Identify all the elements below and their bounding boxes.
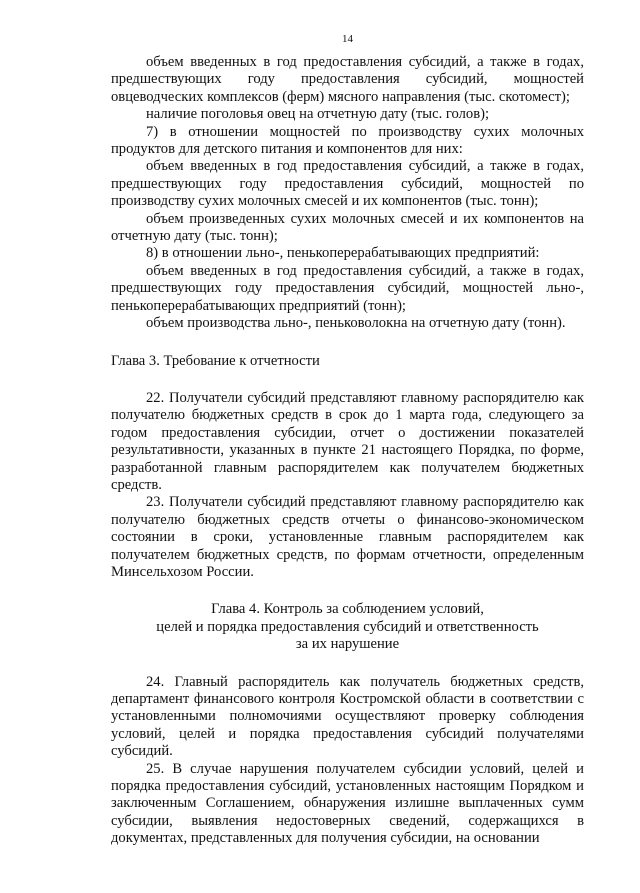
chapter-4-heading bbox=[111, 601, 584, 653]
paragraph: наличие поголовья овец на отчетную дату (тыс. голов); bbox=[146, 106, 489, 123]
paragraph-25: 25. В случае нарушения получателем субсидии условий, целей и порядка предоставления субсидий, установленных настоящим Порядком и заключенным Соглашением, обнаружения излишне выплаченных сумм субсидии, выявления недостоверных сведений, содержащихся в документах, представленных для получения субсидии, на основании bbox=[111, 760, 584, 847]
paragraph: 7) в отношении мощностей по производству сухих молочных продуктов для детского питания и компонентов для них: bbox=[111, 123, 584, 158]
paragraph-23: 23. Получатели субсидий представляют главному распорядителю как получателю бюджетных средств отчеты о финансово-экономическом состоянии в сроки, установленные главным распорядителем как получателем бюджетных средств, по формам отчетности, определенным Минсельхозом России. bbox=[111, 494, 584, 580]
document-body bbox=[111, 54, 584, 848]
paragraph: объем введенных в год предоставления субсидий, а также в годах, предшествующих году предоставления субсидий, мощностей льно-, пенькоперерабатывающих предприятий (тонн); bbox=[111, 262, 584, 314]
paragraph: объем введенных в год предоставления субсидий, а также в годах, предшествующих году предоставления субсидий, мощностей по производству сухих молочных смесей и их компонентов (тыс. тонн); bbox=[111, 158, 584, 210]
paragraph: объем производства льно-, пеньковолокна на отчетную дату (тонн). bbox=[146, 315, 566, 332]
paragraph: объем произведенных сухих молочных смесей и их компонентов на отчетную дату (тыс. тонн); bbox=[111, 210, 584, 245]
chapter-4-heading-line: Глава 4. Контроль за соблюдением условий, bbox=[211, 601, 484, 618]
paragraph: объем введенных в год предоставления субсидий, а также в годах, предшествующих году предоставления субсидий, мощностей овцеводческих комплексов (ферм) мясного направления (тыс. скотомест); bbox=[111, 54, 584, 105]
paragraph: 8) в отношении льно-, пенькоперерабатывающих предприятий: bbox=[146, 245, 540, 262]
chapter-4-heading-line: за их нарушение bbox=[295, 636, 400, 653]
page-number: 14 bbox=[342, 33, 353, 45]
chapter-4-heading-line: целей и порядка предоставления субсидий и ответственность bbox=[156, 618, 539, 635]
paragraph-24: 24. Главный распорядитель как получатель бюджетных средств, департамент финансового контроля Костромской области в соответствии с установленными полномочиями осуществляют проверку соблюдения условий, целей и порядка предоставления субсидий получателями субсидий. bbox=[111, 673, 584, 760]
paragraph-22: 22. Получатели субсидий представляют главному распорядителю как получателю бюджетных средств в срок до 1 марта года, следующего за годом предоставления субсидии, отчет о достижении показателей результативности, указанных в пункте 21 настоящего Порядка, по форме, разработанной главным распорядителем как получателем бюджетных средств. bbox=[111, 389, 584, 493]
chapter-3-heading: Глава 3. Требование к отчетности bbox=[111, 352, 320, 369]
